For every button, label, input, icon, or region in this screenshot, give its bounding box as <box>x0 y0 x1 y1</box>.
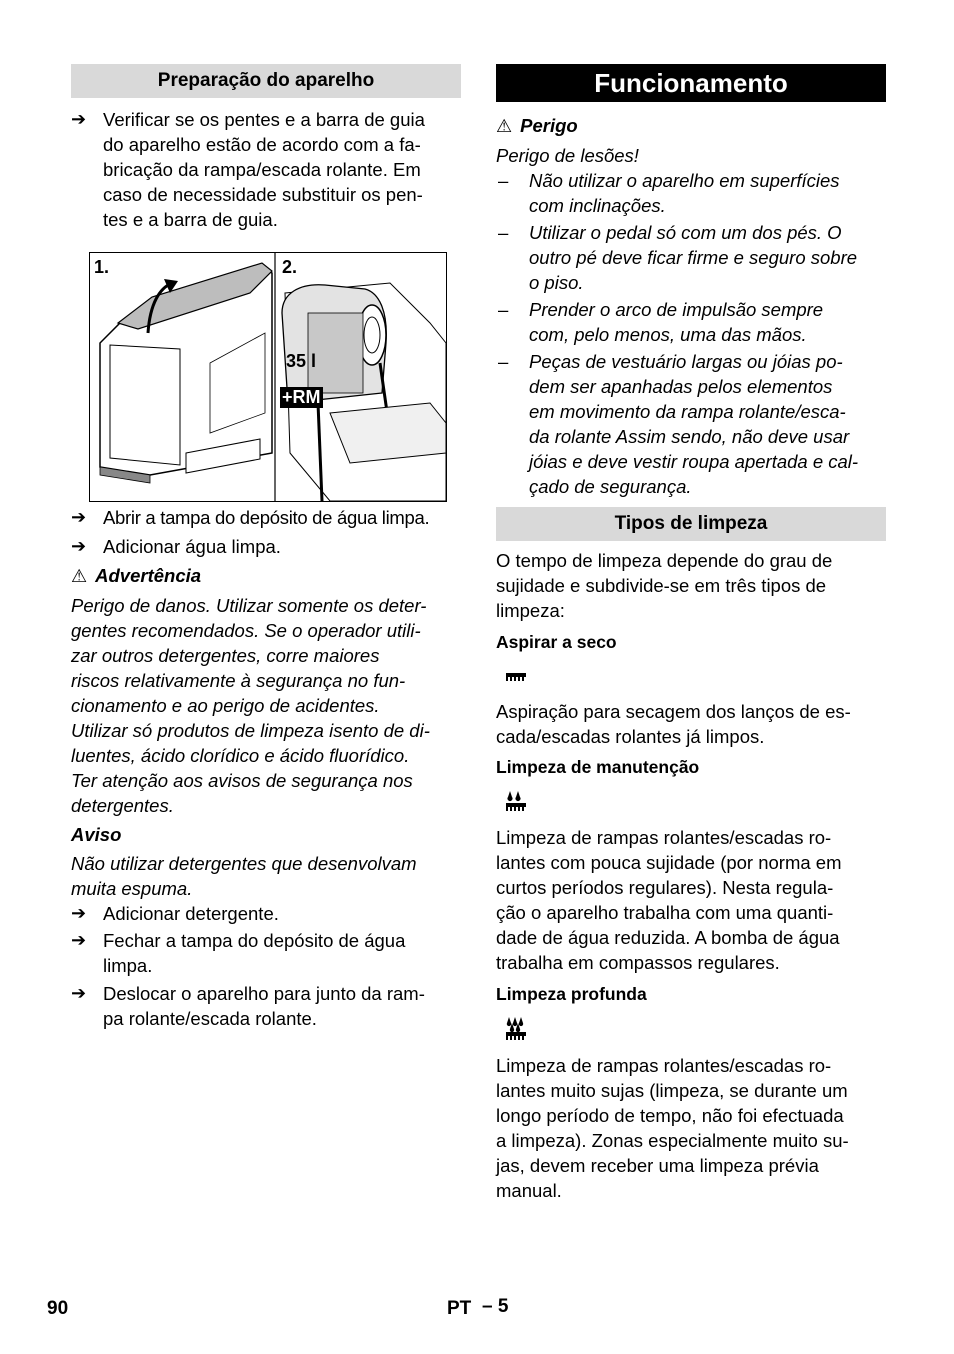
page-number: 90 <box>47 1298 69 1319</box>
deep-clean-icon-svg <box>496 1007 526 1053</box>
type-deep-title: Limpeza profunda <box>496 984 647 1004</box>
type-maintenance-text <box>496 825 886 975</box>
text-line: zar outros detergentes, corre maiores <box>71 645 380 666</box>
danger-item <box>496 168 886 218</box>
figure-label-1: 1. <box>94 257 110 277</box>
figure-additive-label: +RM <box>282 387 321 407</box>
arrow-icon: ➔ <box>71 983 87 1003</box>
text-line: gentes recomendados. Se o operador utili- <box>71 620 421 641</box>
text-line: cada/escadas rolantes já limpos. <box>496 726 765 747</box>
dry-vacuum-icon <box>496 655 886 699</box>
danger-title: Perigo <box>520 115 578 136</box>
text-line: manual. <box>496 1180 562 1201</box>
type-dry-title: Aspirar a seco <box>496 632 617 652</box>
dash-bullet: – <box>498 170 509 191</box>
arrow-icon: ➔ <box>71 536 87 556</box>
text-line: Não utilizar o aparelho em superfícies <box>529 170 840 191</box>
note-heading: Aviso <box>71 824 122 845</box>
text-line: Peças de vestuário largas ou jóias po- <box>529 351 843 372</box>
dash-bullet: – <box>498 222 509 243</box>
text-line: jóias e deve vestir roupa apertada e cal- <box>529 451 859 472</box>
text-line: curtos períodos regulares). Nesta regula- <box>496 877 834 898</box>
text-line: lantes com pouca sujidade (por norma em <box>496 852 842 873</box>
text-line: Verificar se os pentes e a barra de guia <box>103 109 425 130</box>
text-line: jas, devem receber uma limpeza prévia <box>496 1155 819 1176</box>
text-line: Adicionar detergente. <box>103 903 279 924</box>
text-line: sujidade e subdivide-se em três tipos de <box>496 575 827 596</box>
text-line: Não utilizar detergentes que desenvolvam <box>71 853 417 874</box>
note-text <box>71 851 461 901</box>
text-line: luentes, ácido clorídico e ácido fluorídico. <box>71 745 410 766</box>
dry-vacuum-icon-svg <box>496 655 526 699</box>
text-line: do aparelho estão de acordo com a fa- <box>103 134 421 155</box>
step-close-lid <box>71 928 461 978</box>
text-line: limpa. <box>103 955 153 976</box>
text-line: tes e a barra de guia. <box>103 209 278 230</box>
section-page-number: – 5 <box>482 1296 509 1317</box>
warning-heading <box>71 563 461 589</box>
danger-heading <box>496 113 886 139</box>
warning-text <box>71 593 461 818</box>
text-line: Limpeza de rampas rolantes/escadas ro- <box>496 827 832 848</box>
text-line: çado de segurança. <box>529 476 692 497</box>
warning-title: Advertência <box>95 565 202 586</box>
text-line: dade de água reduzida. A bomba de água <box>496 927 840 948</box>
danger-subtitle: Perigo de lesões! <box>496 145 639 166</box>
text-line: outro pé deve ficar firme e seguro sobre <box>529 247 858 268</box>
text-line: pa rolante/escada rolante. <box>103 1008 317 1029</box>
step-move-device <box>71 981 461 1031</box>
danger-item <box>496 220 886 295</box>
danger-item <box>496 297 886 347</box>
text-line: ção o aparelho trabalha com uma quanti- <box>496 902 834 923</box>
section-heading-cleaning-types: Tipos de limpeza <box>496 507 886 541</box>
text-line: Limpeza de rampas rolantes/escadas ro- <box>496 1055 832 1076</box>
text-line: Ter atenção aos avisos de segurança nos <box>71 770 413 791</box>
text-line: bricação da rampa/escada rolante. Em <box>103 159 421 180</box>
text-line: em movimento da rampa rolante/esca- <box>529 401 846 422</box>
text-line: Perigo de danos. Utilizar somente os deter- <box>71 595 427 616</box>
step-check-combs <box>71 107 461 232</box>
text-line: detergentes. <box>71 795 174 816</box>
text-line: lantes muito sujas (limpeza, se durante um <box>496 1080 848 1101</box>
text-line: Prender o arco de impulsão sempre <box>529 299 824 320</box>
type-deep-text <box>496 1053 886 1203</box>
tank-illustration-svg <box>90 253 446 501</box>
text-line: o piso. <box>529 272 584 293</box>
text-line: cionamento e ao perigo de acidentes. <box>71 695 380 716</box>
dash-bullet: – <box>498 351 509 372</box>
type-maintenance-title: Limpeza de manutenção <box>496 757 700 777</box>
arrow-icon: ➔ <box>71 903 87 923</box>
text-line: a limpeza). Zonas especialmente muito su- <box>496 1130 849 1151</box>
text-line: Deslocar o aparelho para junto da ram- <box>103 983 425 1004</box>
cleaning-intro <box>496 548 886 623</box>
step-add-detergent <box>71 901 461 926</box>
text-line: Utilizar só produtos de limpeza isento de di- <box>71 720 430 741</box>
tank-illustration <box>89 252 447 502</box>
text-line: trabalha em compassos regulares. <box>496 952 780 973</box>
arrow-icon: ➔ <box>71 930 87 950</box>
text-line: riscos relativamente à segurança no fun- <box>71 670 406 691</box>
figure-volume-label: 35 l <box>286 351 317 371</box>
text-line: Adicionar água limpa. <box>103 536 281 557</box>
left-column <box>71 64 461 1031</box>
text-line: caso de necessidade substituir os pen- <box>103 184 423 205</box>
dash-bullet: – <box>498 299 509 320</box>
text-line: com inclinações. <box>529 195 666 216</box>
maintenance-clean-icon-svg <box>496 780 526 825</box>
text-line: muita espuma. <box>71 878 193 899</box>
right-column <box>496 64 886 1203</box>
language-code: PT <box>447 1298 472 1319</box>
text-line: longo período de tempo, não foi efectuada <box>496 1105 844 1126</box>
deep-clean-icon <box>496 1007 886 1053</box>
chapter-heading-operation: Funcionamento <box>496 64 886 102</box>
arrow-icon: ➔ <box>71 507 87 527</box>
text-line: Abrir a tampa do depósito de água limpa. <box>103 507 430 528</box>
maintenance-clean-icon <box>496 780 886 825</box>
section-heading-preparation: Preparação do aparelho <box>71 64 461 98</box>
figure-label-2: 2. <box>282 257 298 277</box>
step-add-water <box>71 534 461 559</box>
warning-triangle-icon: ⚠ <box>71 566 88 586</box>
arrow-icon: ➔ <box>71 109 87 129</box>
text-line: dem ser apanhadas pelos elementos <box>529 376 833 397</box>
text-line: limpeza: <box>496 600 565 621</box>
text-line: Fechar a tampa do depósito de água <box>103 930 406 951</box>
text-line: O tempo de limpeza depende do grau de <box>496 550 833 571</box>
danger-item <box>496 349 886 499</box>
step-open-lid <box>71 505 461 530</box>
text-line: com, pelo menos, uma das mãos. <box>529 324 807 345</box>
text-line: Utilizar o pedal só com um dos pés. O <box>529 222 842 243</box>
text-line: Aspiração para secagem dos lanços de es- <box>496 701 851 722</box>
type-dry-text <box>496 699 886 749</box>
warning-triangle-icon: ⚠ <box>496 116 513 136</box>
text-line: da rolante Assim sendo, não deve usar <box>529 426 850 447</box>
